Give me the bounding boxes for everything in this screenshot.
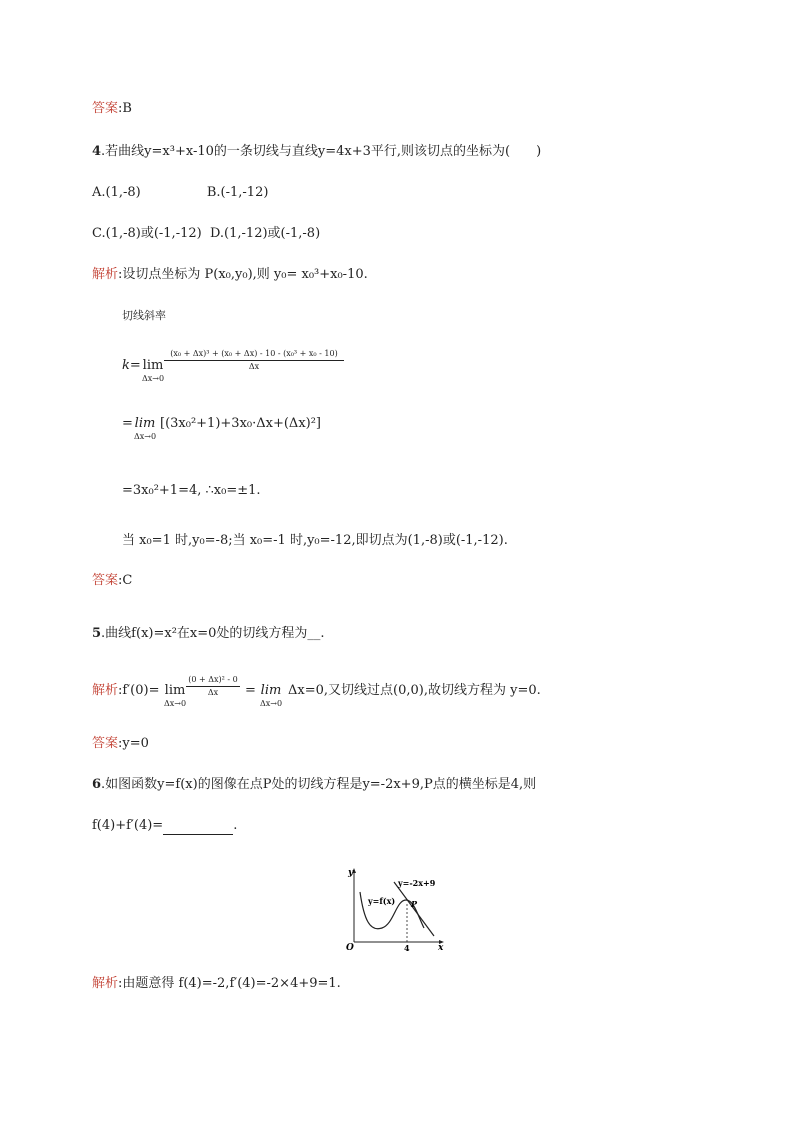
q4-answer-value: :C (118, 573, 133, 588)
answer-value: B (122, 101, 132, 116)
q6-expression: f(4)+f′(4)= (92, 818, 164, 833)
fraction-bar (186, 686, 240, 687)
analysis-label: 解析 (92, 683, 119, 698)
y-axis-label: y (348, 868, 354, 878)
q6-line2 (92, 818, 237, 835)
eq3: =3x₀²+1=4, ∴x₀=±1. (122, 483, 261, 498)
q4-stem (92, 144, 541, 160)
curve-label: y=f(x) (368, 896, 396, 906)
q5-stem (92, 626, 325, 642)
fraction-q4-1 (164, 349, 344, 372)
k-symbol: k= (122, 358, 141, 373)
answer-sep: : (118, 101, 123, 116)
q6-analysis-line (92, 976, 341, 992)
x-axis-label: x (438, 943, 444, 952)
q4-text: .若曲线y=x³+x-10的一条切线与直线y=4x+3平行,则该切点的坐标为( ) (101, 144, 542, 159)
fraction-numerator: (x₀ + Δx)³ + (x₀ + Δx) - 10 - (x₀³ + x₀ - 10) (170, 349, 338, 358)
limit-q4-2 (130, 416, 160, 442)
fraction-numerator: (0 + Δx)² - 0 (188, 675, 238, 684)
lim-text: lim (164, 683, 186, 698)
q4-options-row1: A.(1,-8) B.(-1,-12) (92, 185, 269, 200)
q4-number: 4 (92, 144, 102, 159)
q6-period: . (233, 818, 238, 833)
q5-equals: = (245, 683, 256, 698)
answer-blank (163, 818, 233, 835)
limit-q5-2 (256, 683, 286, 709)
function-graph-figure (338, 862, 450, 952)
lim-subscript: Δx→0 (133, 432, 157, 441)
q5-answer-line (92, 736, 149, 752)
tick-4-label: 4 (404, 943, 410, 952)
q6-number: 6 (92, 777, 102, 792)
lim-italic-text: lim (134, 416, 156, 431)
analysis-label: 解析 (92, 976, 119, 991)
q5-answer-value: :y=0 (118, 736, 149, 751)
eq2-body: [(3x₀²+1)+3x₀·Δx+(Δx)²] (160, 416, 322, 431)
q5-analysis-start (92, 683, 159, 699)
q4-options-row2: C.(1,-8)或(-1,-12) D.(1,-12)或(-1,-8) (92, 226, 321, 241)
fraction-denominator: Δx (248, 362, 260, 371)
q6-analysis-text: :由题意得 f(4)=-2,f′(4)=-2×4+9=1. (118, 976, 341, 991)
lim-text: lim (142, 358, 164, 373)
q5-number: 5 (92, 626, 102, 641)
q4-analysis-line (92, 267, 368, 283)
answer-b-line (92, 101, 132, 117)
q5-analysis-rest: Δx=0,又切线过点(0,0),故切线方程为 y=0. (288, 683, 541, 698)
fraction-q5 (186, 675, 240, 698)
eq4: 当 x₀=1 时,y₀=-8;当 x₀=-1 时,y₀=-12,即切点为(1,-8)或(-1,-12). (122, 533, 508, 548)
tangent-line (394, 882, 434, 936)
eq2-prefix: = (122, 416, 133, 431)
fraction-denominator: Δx (207, 688, 219, 697)
origin-label: O (346, 943, 354, 952)
q5-text: .曲线f(x)=x²在x=0处的切线方程为__. (101, 626, 325, 641)
q4-analysis-text: :设切点坐标为 P(x₀,y₀),则 y₀= x₀³+x₀-10. (118, 267, 368, 282)
lim-subscript: Δx→0 (259, 699, 283, 708)
point-p-label: P (411, 899, 418, 909)
analysis-label: 解析 (92, 267, 119, 282)
answer-label: 答案 (92, 573, 119, 588)
lim-subscript: Δx→0 (141, 374, 165, 383)
lim-subscript: Δx→0 (163, 699, 187, 708)
q4-answer-line (92, 573, 132, 589)
q6-text: .如图函数y=f(x)的图像在点P处的切线方程是y=-2x+9,P点的横坐标是4,则 (101, 777, 537, 792)
answer-label: 答案 (92, 736, 119, 751)
q5-analysis-prefix: :f′(0)= (118, 683, 160, 698)
q6-stem (92, 777, 536, 793)
fraction-bar (164, 360, 344, 361)
lim-italic-text: lim (260, 683, 282, 698)
slope-label: 切线斜率 (122, 309, 166, 322)
answer-label: 答案 (92, 101, 119, 116)
tangent-label: y=-2x+9 (398, 878, 436, 888)
